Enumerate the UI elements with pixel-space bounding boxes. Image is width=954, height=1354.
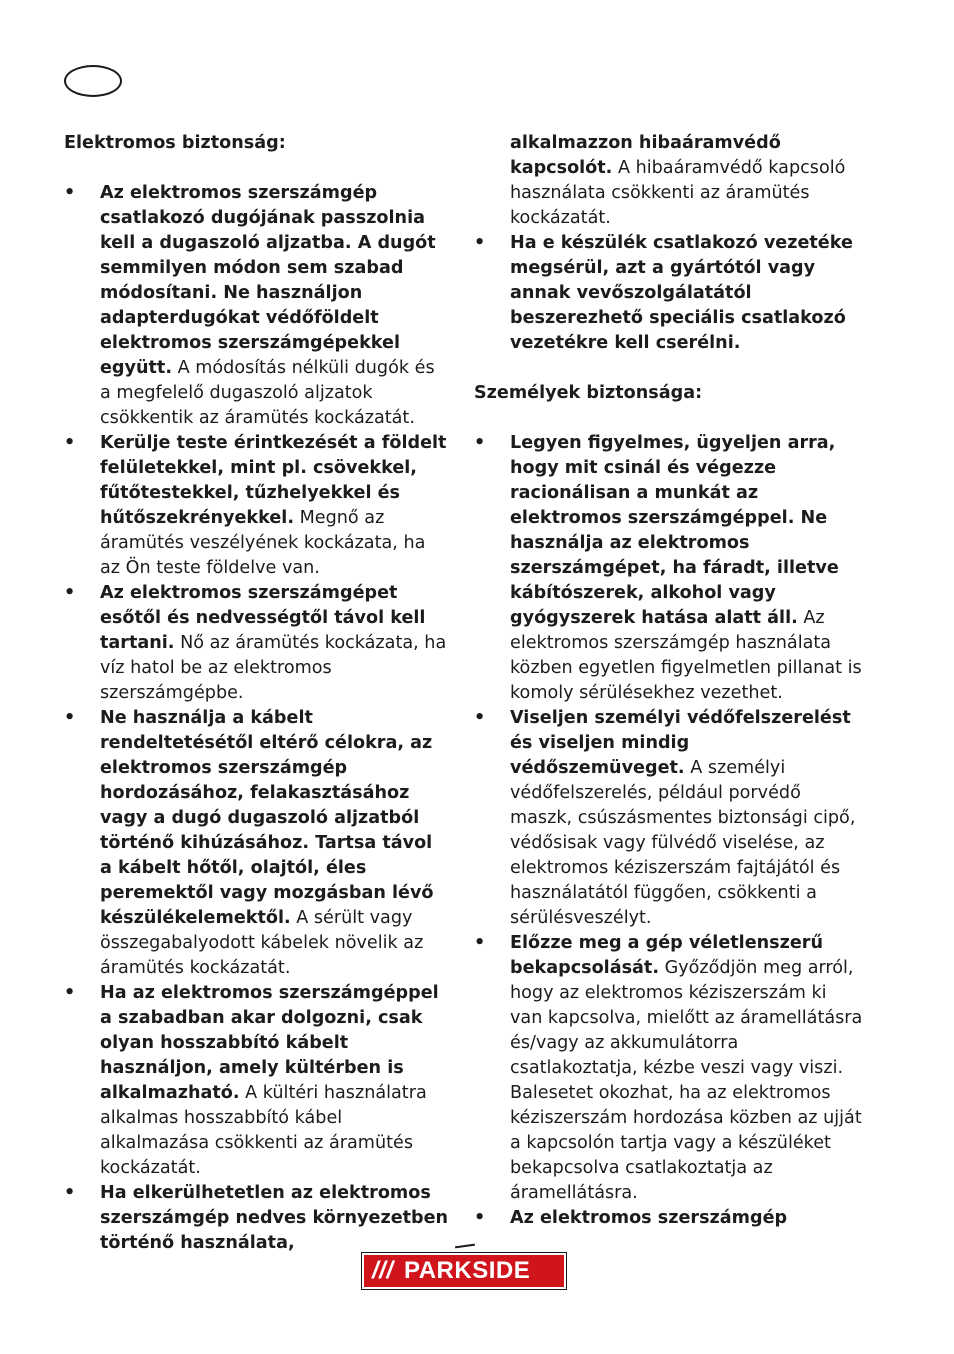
language-badge	[64, 65, 122, 97]
section-heading-personal-safety: Személyek biztonsága:	[474, 383, 703, 403]
bullet-icon: •	[474, 708, 486, 728]
bullet-icon: •	[64, 183, 76, 203]
bullet-icon: •	[64, 708, 76, 728]
list-item-text: Megnő az áramütés veszélyének kockázata, ha az Ön teste földelve van.	[100, 508, 426, 578]
bullet-icon: •	[474, 933, 486, 953]
list-item	[474, 931, 864, 1206]
left-bullet-list	[64, 181, 449, 1256]
list-item	[64, 181, 449, 431]
logo-accent-mark	[455, 1244, 475, 1249]
list-item	[474, 231, 864, 356]
parkside-logo	[362, 1253, 566, 1289]
list-item-bold: Ha e készülék csatlakozó vezetéke megsérül, azt a gyártótól vagy annak vevőszolgálatától beszerezhető speciális csatlakozó vezetékre kell cserélni.	[510, 233, 853, 353]
bullet-icon: •	[474, 1208, 486, 1228]
right-bullet-list-2	[474, 431, 864, 1231]
list-item	[64, 431, 449, 581]
list-item-text: A sérült vagy összegabalyodott kábelek növelik az áramütés kockázatát.	[100, 908, 424, 978]
bullet-icon: •	[64, 1183, 76, 1203]
list-item-text: A kültéri használatra alkalmas hosszabbító kábel alkalmazása csökkenti az áramütés kockázatát.	[100, 1083, 427, 1178]
logo-wordmark: PARKSIDE	[404, 1257, 531, 1284]
list-item	[64, 1181, 449, 1256]
list-item	[474, 706, 864, 931]
list-item-bold: Az elektromos szerszámgép csatlakozó dugójának passzolnia kell a dugaszoló aljzatba. A dugót semmilyen módon sem szabad módosítani. Ne használjon adapterdugókat védőföldelt elektromos szerszámgépekkel együtt.	[100, 183, 436, 378]
section-heading-electrical-safety: Elektromos biztonság:	[64, 133, 286, 153]
list-item-bold: Ha az elektromos szerszámgéppel a szabadban akar dolgozni, csak olyan hosszabbító kábelt használjon, amely kültérben is alkalmazható.	[100, 983, 439, 1103]
list-item-bold: Ha elkerülhetetlen az elektromos szerszámgép nedves környezetben történő használata,	[100, 1183, 449, 1253]
logo-slashes-icon: ///	[372, 1257, 394, 1284]
list-item-bold: Ne használja a kábelt rendeltetésétől eltérő célokra, az elektromos szerszámgép hordozásához, felakasztásához vagy a dugó dugaszoló aljzatból történő kihúzásához. Tartsa távol a kábelt hőtől, olajtól, éles peremektől vagy mozgásban lévő készülékelemektől.	[100, 708, 434, 928]
right-column	[474, 131, 864, 1231]
bullet-icon: •	[64, 983, 76, 1003]
list-item-bold: Előzze meg a gép véletlenszerű bekapcsolását.	[510, 933, 824, 978]
list-item-text: Az elektromos szerszámgép használata közben egyetlen figyelmetlen pillanat is komoly sérülésekhez vezethet.	[510, 608, 862, 703]
list-item-text: A hibaáramvédő kapcsoló használata csökkenti az áramütés kockázatát.	[510, 158, 846, 228]
bullet-icon: •	[64, 583, 76, 603]
list-item-bold: Legyen figyelmes, ügyeljen arra, hogy mit csinál és végezze racionálisan a munkát az elektromos szerszámgéppel. Ne használja az elektromos szerszámgépet, ha fáradt, illetve kábítószerek, alkohol vagy gyógyszerek hatása alatt áll.	[510, 433, 839, 628]
list-item-continuation	[474, 131, 864, 231]
right-bullet-list-1	[474, 131, 864, 356]
list-item-text: A személyi védőfelszerelés, például porvédő maszk, csúszásmentes biztonsági cipő, védősisak vagy fülvédő viselése, az elektromos kéziszerszám fajtájától és használatától függően, csökkenti a sérülésveszélyt.	[510, 758, 856, 928]
list-item	[64, 581, 449, 706]
bullet-icon: •	[64, 433, 76, 453]
list-item	[474, 431, 864, 706]
list-item-text: A módosítás nélküli dugók és a megfelelő dugaszoló aljzatok csökkentik az áramütés kockázatát.	[100, 358, 435, 428]
list-item-bold: Az elektromos szerszámgép	[510, 1208, 788, 1228]
bullet-icon: •	[474, 233, 486, 253]
list-item-bold: alkalmazzon hibaáramvédő kapcsolót.	[510, 133, 781, 178]
list-item-bold: Kerülje teste érintkezését a földelt felületekkel, mint pl. csövekkel, fűtőtestekkel, tűzhelyekkel és hűtőszekrényekkel.	[100, 433, 447, 528]
list-item-text: Nő az áramütés kockázata, ha víz hatol be az elektromos szerszámgépbe.	[100, 633, 447, 703]
bullet-icon: •	[474, 433, 486, 453]
list-item	[474, 1206, 864, 1231]
list-item-text: Győződjön meg arról, hogy az elektromos kéziszerszám ki van kapcsolva, mielőtt az áramellátásra és/vagy az akkumulátorra csatlakoztatja, kézbe veszi vagy viszi. Balesetet okozhat, ha az elektromos kéziszerszám hordozása közben az ujját a kapcsolón tartja vagy a készüléket bekapcsolva csatlakoztatja az áramellátásra.	[510, 958, 863, 1203]
list-item	[64, 981, 449, 1181]
left-column	[64, 131, 449, 1256]
list-item-bold: Az elektromos szerszámgépet esőtől és nedvességtől távol kell tartani.	[100, 583, 426, 653]
list-item-bold: Viseljen személyi védőfelszerelést és viseljen mindig védőszemüveget.	[510, 708, 851, 778]
list-item	[64, 706, 449, 981]
